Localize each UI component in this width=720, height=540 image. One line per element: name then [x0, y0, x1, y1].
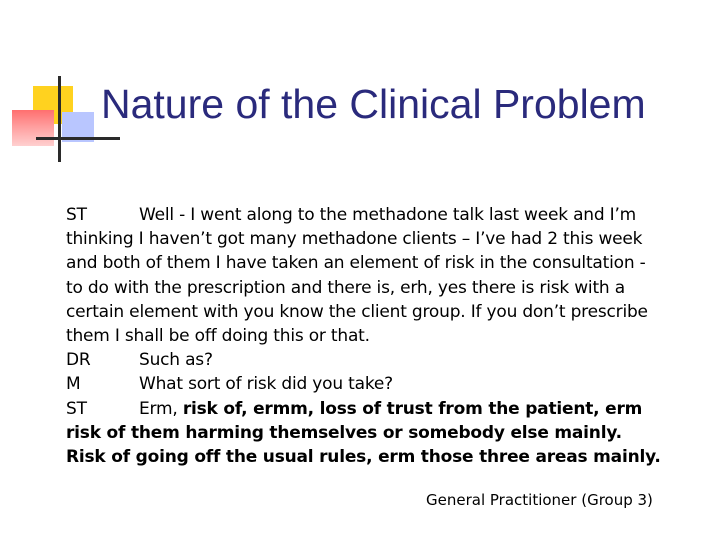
transcript-line: [66, 203, 706, 227]
speaker-label: ST: [66, 398, 87, 419]
transcript-line: to do with the prescription and there is, erh, yes there is risk with a: [66, 277, 625, 298]
speaker-label: DR: [66, 350, 91, 371]
title-accent-horizontal-line: [36, 137, 120, 140]
transcript-text: Erm,: [139, 398, 183, 419]
slide-title: Nature of the Clinical Problem: [101, 81, 646, 127]
transcript-body: [66, 203, 706, 469]
transcript-emphasis: risk of, ermm, loss of trust from the patient, erm: [182, 398, 643, 419]
transcript-text: Such as?: [139, 350, 213, 371]
speaker-label: M: [66, 374, 81, 395]
speaker-label: ST: [66, 205, 87, 225]
transcript-text: What sort of risk did you take?: [139, 374, 393, 395]
title-accent-vertical-line: [58, 76, 61, 162]
title-accent-pink-square: [12, 110, 54, 146]
transcript-text: Well - I went along to the methadone talk last week and I’m: [139, 205, 637, 225]
transcript-line: [66, 372, 706, 396]
transcript-line: thinking I haven’t got many methadone clients – I’ve had 2 this week: [66, 229, 643, 250]
source-attribution: General Practitioner (Group 3): [426, 491, 653, 509]
transcript-emphasis: risk of them harming themselves or somebody else mainly.: [66, 422, 622, 443]
transcript-line: certain element with you know the client group. If you don’t prescribe: [66, 301, 648, 322]
transcript-emphasis: Risk of going off the usual rules, erm those three areas mainly.: [66, 447, 661, 468]
transcript-line: and both of them I have taken an element of risk in the consultation -: [66, 253, 646, 274]
transcript-line: [66, 348, 706, 372]
transcript-line: them I shall be off doing this or that.: [66, 326, 370, 347]
transcript-line: [66, 397, 706, 421]
